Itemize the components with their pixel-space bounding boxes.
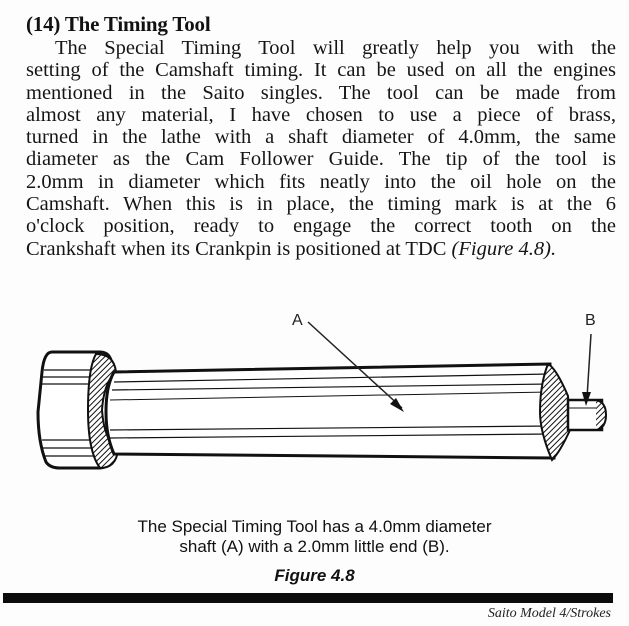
paragraph-line: o'clock position, ready to engage the correct tooth on the bbox=[26, 215, 616, 238]
paragraph-last-line bbox=[26, 238, 616, 260]
footer-rule bbox=[3, 593, 613, 603]
caption-line: The Special Timing Tool has a 4.0mm diameter bbox=[137, 517, 492, 536]
paragraph-line: turned in the lathe with a shaft diameter of 4.0mm, the same bbox=[26, 126, 616, 149]
paragraph-line: The Special Timing Tool will greatly help you with the bbox=[55, 37, 616, 59]
paragraph-line: 2.0mm in diameter which fits neatly into the oil hole on the bbox=[26, 170, 616, 193]
timing-tool-figure bbox=[30, 312, 620, 502]
paragraph-line: diameter as the Cam Follower Guide. The tip of the tool is bbox=[26, 148, 616, 171]
figure-caption bbox=[0, 517, 629, 557]
caption-line: shaft (A) with a 2.0mm little end (B). bbox=[179, 537, 450, 556]
paragraph-line: setting of the Camshaft timing. It can be used on all the engines bbox=[26, 59, 616, 82]
paragraph-line-text: Crankshaft when its Crankpin is positioned at TDC bbox=[26, 237, 447, 260]
paragraph-line: almost any material, I have chosen to use a piece of brass, bbox=[26, 103, 616, 126]
paragraph-line: Camshaft. When this is in place, the timing mark is at the 6 bbox=[26, 193, 616, 216]
running-footer: Saito Model 4/Strokes bbox=[487, 606, 611, 621]
label-b: B bbox=[585, 312, 596, 329]
timing-tool-drawing bbox=[30, 312, 620, 502]
label-a: A bbox=[292, 312, 303, 329]
figure-title: Figure 4.8 bbox=[274, 566, 355, 585]
figure-reference: (Figure 4.8). bbox=[451, 237, 557, 260]
paragraph-line: mentioned in the Saito singles. The tool can be made from bbox=[26, 81, 616, 104]
section-heading: (14) The Timing Tool bbox=[26, 12, 211, 36]
body-paragraph bbox=[26, 37, 616, 260]
